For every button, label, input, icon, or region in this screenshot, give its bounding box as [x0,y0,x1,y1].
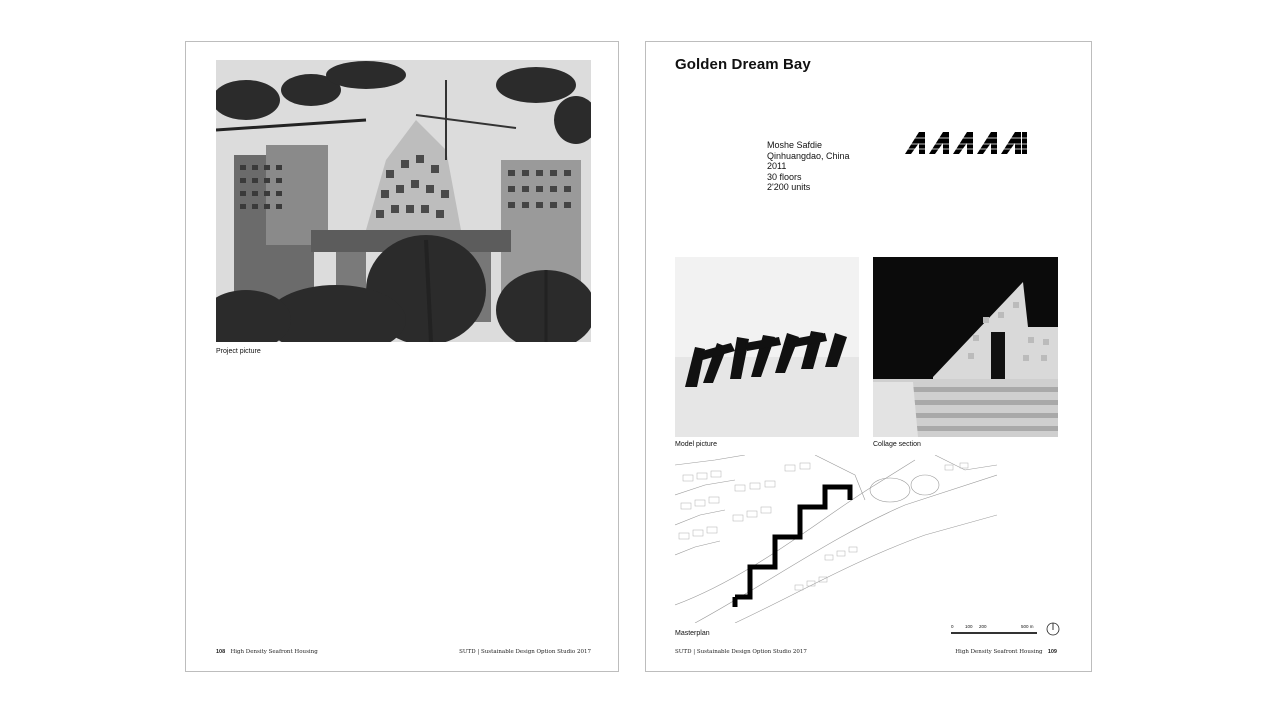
project-info [767,140,850,193]
project-photo-image [216,60,591,342]
year: 2011 [767,161,787,171]
right-footer-left: SUTD | Sustainable Design Option Studio 2017 [675,649,807,655]
scale-label-0: 0 [951,624,954,629]
architect: Moshe Safdie [767,140,823,150]
collage-section-caption: Collage section [873,441,921,448]
right-footer-right [955,649,1057,655]
units: 2'200 units [767,182,811,192]
scale-label-500: 500 m [1021,624,1034,629]
left-footer-left [216,649,318,655]
left-running-title: High Density Seafront Housing [230,649,318,655]
left-page-number: 108 [216,649,226,655]
page-title: Golden Dream Bay [675,56,811,73]
right-running-title: High Density Seafront Housing [955,649,1043,655]
zigzag-logo [905,129,1029,155]
collage-photo-image [873,257,1058,437]
left-footer-right: SUTD | Sustainable Design Option Studio 2017 [459,649,591,655]
model-picture-caption: Model picture [675,441,718,448]
right-page-number: 109 [1047,649,1057,655]
left-page [185,41,619,672]
location: Qinhuangdao, China [767,150,850,161]
right-page [645,41,1092,672]
masterplan-drawing [675,455,997,623]
collage-photo [873,257,1058,437]
scale-bar [951,624,1041,638]
scale-label-100: 100 [965,624,973,629]
north-arrow-icon [1046,622,1060,636]
masterplan-image [675,455,997,623]
masterplan-caption: Masterplan [675,630,710,637]
model-photo-image [675,257,859,437]
floors: 30 floors [767,171,802,182]
scale-label-200: 200 [979,624,987,629]
project-picture-caption: Project picture [216,348,261,355]
model-photo [675,257,859,437]
project-photo [216,60,591,342]
